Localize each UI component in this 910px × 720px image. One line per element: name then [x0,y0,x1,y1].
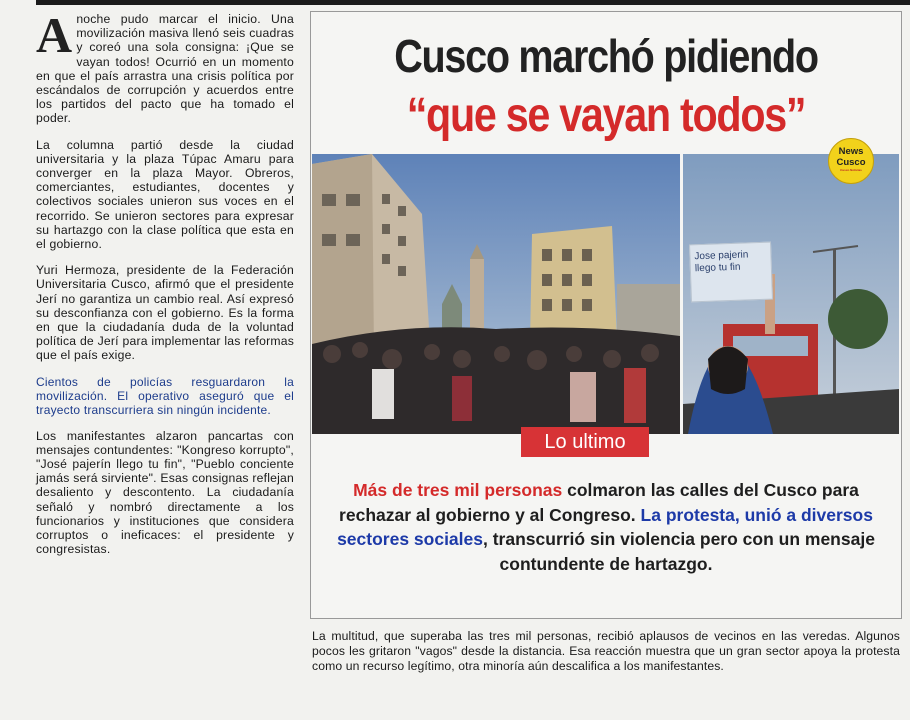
lead-text-2: , transcurrió sin violencia pero con un mensaje contundente de hartazgo. [483,529,875,574]
headline-line-1: Cusco marchó pidiendo [394,30,818,82]
article-paragraph-2: La columna partió desde la ciudad universitaria y la plaza Túpac Amaru para converger en la plaza Mayor. Obreros, comerciantes, estudiantes, docentes y colectivos sociales unieron sus voces en el recorrido. Se unieron sectores para expresar su hartazgo con la clase política que esta en el gobierno. [36,137,294,252]
protest-sign-text: Jose pajerin llego tu fin [694,249,749,275]
headline-line-2: “que se vayan todos” [406,89,806,142]
article-paragraph-1 [36,7,294,126]
article-paragraph-3: Yuri Hermoza, presidente de la Federación Universitaria Cusco, afirmó que el presidente Jerí no garantiza un cambio real. Así expresó su desconfianza con el gobierno. Es la forma en que la ciudadanía duda de la voluntad política de Jerí para implementar las reformas que el país exige. [36,263,294,363]
paragraph-1-text: noche pudo marcar el inicio. Una movilización masiva llenó seis cuadras y coreó una sola consigna: ¡Que se vayan todos! Ocurrió en un momento en que el país arrastra una crisis política por escándalos de corrupción y acuerdos entre los partidos del pacto que ha tomado el poder. [36,12,294,126]
protest-photo [312,154,680,434]
bottom-paragraph-text: La multitud, que superaba las tres mil personas, recibió aplausos de vecinos en las veredas. Algunos pocos les gritaron "vagos" desde la distancia. Esa reacción muestra que un gran sector apoya la protesta como un recurso legítimo, otra minoría aún descalifica a los manifestantes. [312,629,900,673]
dropcap: A [36,7,73,63]
feature-lead [321,478,891,576]
lo-ultimo-badge: Lo ultimo [521,427,649,457]
top-rule [36,0,910,5]
article-paragraph-4: Los manifestantes alzaron pancartas con mensajes contundentes: "Kongreso korrupto", "José pajerín llego tu fin", "Pueblo conciente jamás será sirviente". Esas consignas reflejan desaliento y descontento. La ciudadanía señaló y nombró directamente a los funcionarios y instituciones que considera corruptos o ineficaces: el presidente y congresistas. [36,428,294,557]
lead-text-1: colmaron las calles del Cusco para rechazar al gobierno y al Congreso. [339,480,859,525]
logo-line-2: Cusco [836,157,866,168]
logo-line-1: News [838,146,864,157]
news-cusco-logo [828,138,874,184]
logo-line-3: Cusco Noticias [840,168,862,172]
photo-caption: Cientos de policías resguardaron la movilización. El operativo aseguró que el trayecto transcurriera sin ningún incidente. [36,374,294,417]
protest-sign [689,242,773,303]
lead-red-text: Más de tres mil personas [353,480,563,500]
feature-box [310,11,902,619]
lead-blue-text: La protesta, unió a diversos sectores sociales [337,504,873,549]
bottom-paragraph [312,629,900,673]
left-article-column [36,7,294,569]
